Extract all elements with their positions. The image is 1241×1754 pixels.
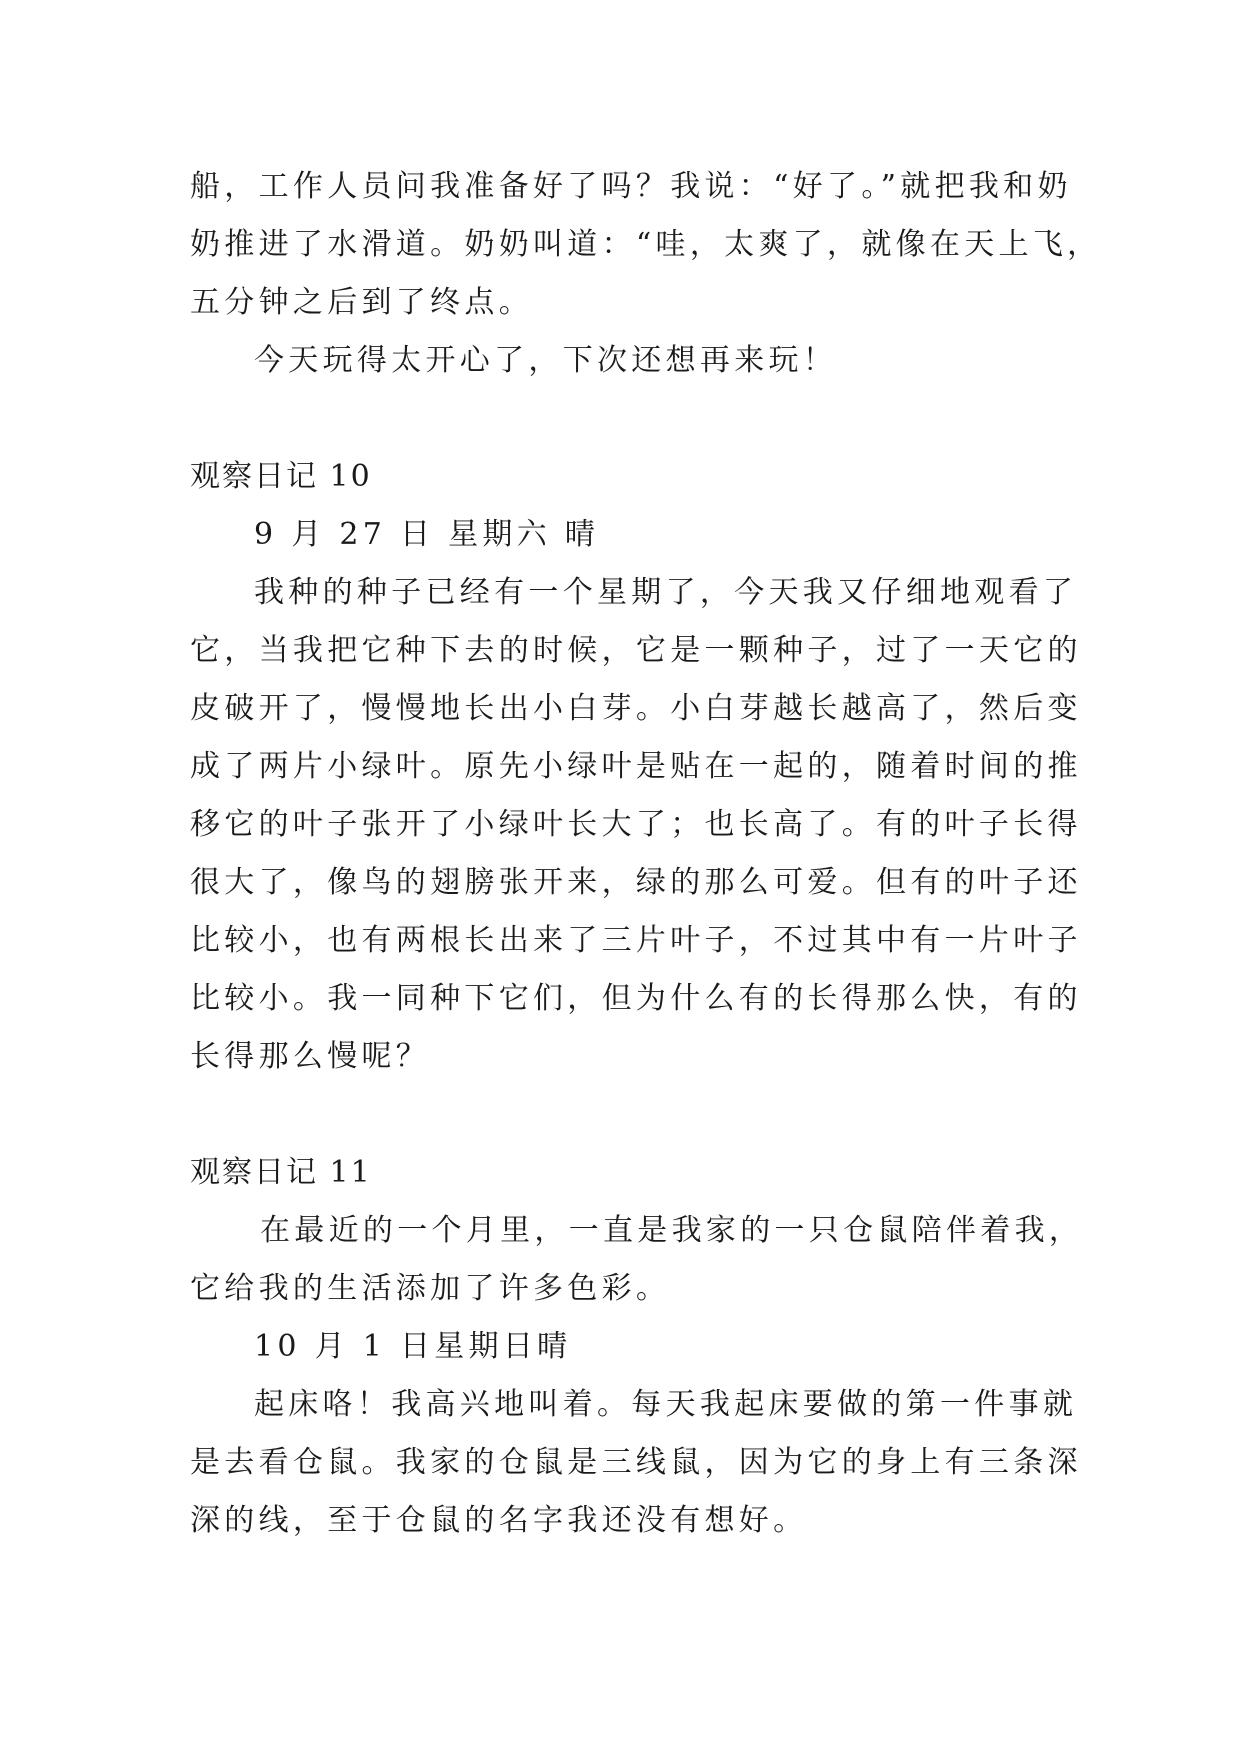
paragraph-line: 它给我的生活添加了许多色彩。: [190, 1271, 671, 1306]
paragraph-line: 起床咯！我高兴地叫着。每天我起床要做的第一件事就: [254, 1387, 1078, 1422]
paragraph-line: 深的线，至于仓鼠的名字我还没有想好。: [190, 1503, 808, 1538]
document-body: [190, 158, 1102, 1550]
diary11-title: 观察日记 11: [190, 1155, 372, 1190]
paragraph-line: 它，当我把它种下去的时候，它是一颗种子，过了一天它的: [190, 633, 1082, 668]
paragraph-line: 奶推进了水滑道。奶奶叫道：“哇，太爽了，就像在天上飞，: [190, 227, 1102, 262]
paragraph-line: 船，工作人员问我准备好了吗？我说：“好了。”就把我和奶: [190, 169, 1072, 204]
paragraph-line: 移它的叶子张开了小绿叶长大了；也长高了。有的叶子长得: [190, 807, 1082, 842]
paragraph-line: 我种的种子已经有一个星期了，今天我又仔细地观看了: [254, 575, 1078, 610]
diary11-date: 10 月 1 日星期日晴: [254, 1329, 572, 1364]
paragraph-line: 成了两片小绿叶。原先小绿叶是贴在一起的，随着时间的推: [190, 749, 1082, 784]
paragraph-line: 在最近的一个月里，一直是我家的一只仓鼠陪伴着我，: [260, 1213, 1084, 1248]
diary10-title: 观察日记 10: [190, 459, 372, 494]
paragraph-line: 是去看仓鼠。我家的仓鼠是三线鼠，因为它的身上有三条深: [190, 1445, 1082, 1480]
closing-line: 今天玩得太开心了，下次还想再来玩！: [254, 343, 838, 378]
paragraph-line: 比较小，也有两根长出来了三片叶子，不过其中有一片叶子: [190, 923, 1082, 958]
paragraph-line: 五分钟之后到了终点。: [190, 285, 533, 320]
section-spacer: [190, 390, 1060, 448]
section-spacer: [190, 1086, 1060, 1144]
paragraph-line: 比较小。我一同种下它们，但为什么有的长得那么快，有的: [190, 981, 1082, 1016]
paragraph-line: 皮破开了，慢慢地长出小白芽。小白芽越长越高了，然后变: [190, 691, 1082, 726]
diary10-date: 9 月 27 日 星期六 晴: [254, 517, 600, 552]
paragraph-line: 很大了，像鸟的翅膀张开来，绿的那么可爱。但有的叶子还: [190, 865, 1082, 900]
paragraph-line: 长得那么慢呢？: [190, 1039, 431, 1074]
